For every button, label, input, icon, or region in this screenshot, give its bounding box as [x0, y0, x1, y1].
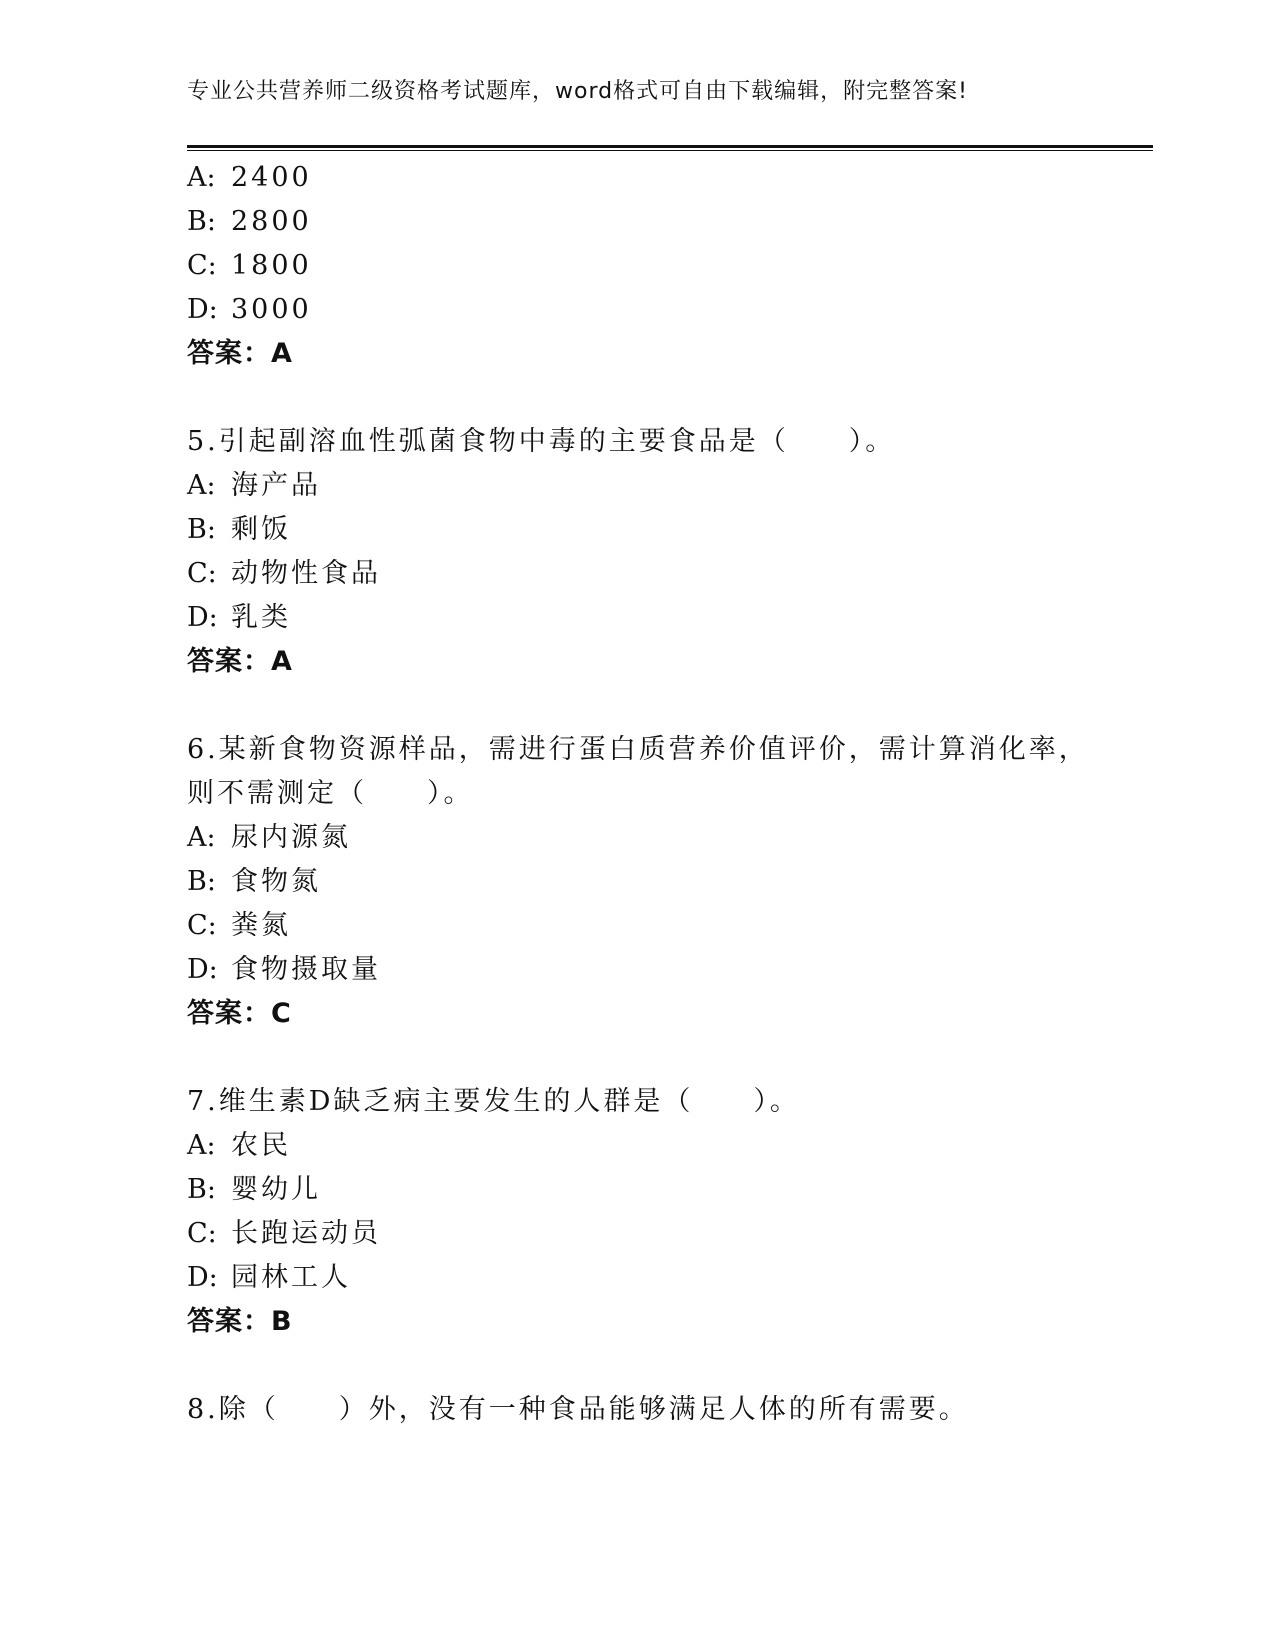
option-text: 乳类 — [231, 602, 291, 633]
option-letter: A: — [187, 162, 216, 193]
option-letter: D: — [187, 602, 218, 633]
option-text: 农民 — [231, 1130, 291, 1161]
option-text: 3000 — [231, 294, 312, 325]
option-d — [187, 602, 291, 634]
option-letter: C: — [187, 250, 217, 281]
question-6-line-2: 则不需测定（ ）。 — [187, 778, 474, 809]
option-text: 长跑运动员 — [231, 1218, 381, 1249]
question-7: 7.维生素D缺乏病主要发生的人群是（ ）。 — [187, 1086, 800, 1117]
option-text: 动物性食品 — [231, 558, 381, 589]
option-c — [187, 250, 312, 282]
option-c — [187, 558, 381, 590]
question-5: 5.引起副溶血性弧菌食物中毒的主要食品是（ ）。 — [187, 426, 896, 457]
option-a — [187, 162, 312, 194]
page-header: 专业公共营养师二级资格考试题库，word格式可自由下载编辑，附完整答案! — [187, 79, 968, 104]
option-letter: B: — [187, 866, 216, 897]
option-a — [187, 822, 351, 854]
option-d — [187, 1262, 351, 1294]
option-letter: C: — [187, 910, 217, 941]
option-letter: C: — [187, 558, 217, 589]
option-d — [187, 294, 312, 326]
option-text: 尿内源氮 — [231, 822, 351, 853]
option-letter: A: — [187, 1130, 216, 1161]
option-letter: D: — [187, 954, 218, 985]
answer-line: 答案：A — [187, 338, 293, 369]
option-b — [187, 514, 291, 546]
option-a — [187, 1130, 291, 1162]
header-rule — [187, 145, 1153, 151]
option-letter: A: — [187, 470, 216, 501]
option-letter: C: — [187, 1218, 217, 1249]
option-text: 2400 — [231, 162, 312, 193]
option-text: 食物摄取量 — [231, 954, 381, 985]
option-text: 园林工人 — [231, 1262, 351, 1293]
question-8: 8.除（ ）外，没有一种食品能够满足人体的所有需要。 — [187, 1394, 969, 1425]
option-letter: A: — [187, 822, 216, 853]
question-6-line-1: 6.某新食物资源样品，需进行蛋白质营养价值评价，需计算消化率， — [187, 734, 1089, 765]
option-b — [187, 1174, 321, 1206]
answer-line: 答案：A — [187, 646, 293, 677]
option-letter: B: — [187, 1174, 216, 1205]
option-text: 2800 — [231, 206, 312, 237]
option-letter: B: — [187, 206, 216, 237]
option-a — [187, 470, 321, 502]
option-text: 婴幼儿 — [231, 1174, 321, 1205]
option-letter: D: — [187, 1262, 218, 1293]
option-b — [187, 866, 321, 898]
option-c — [187, 910, 291, 942]
answer-line: 答案：B — [187, 1306, 293, 1337]
option-text: 海产品 — [231, 470, 321, 501]
option-letter: D: — [187, 294, 218, 325]
option-text: 1800 — [231, 250, 312, 281]
option-c — [187, 1218, 381, 1250]
option-b — [187, 206, 312, 238]
answer-line: 答案：C — [187, 998, 292, 1029]
option-text: 剩饭 — [231, 514, 291, 545]
option-letter: B: — [187, 514, 216, 545]
option-text: 粪氮 — [231, 910, 291, 941]
option-d — [187, 954, 381, 986]
option-text: 食物氮 — [231, 866, 321, 897]
